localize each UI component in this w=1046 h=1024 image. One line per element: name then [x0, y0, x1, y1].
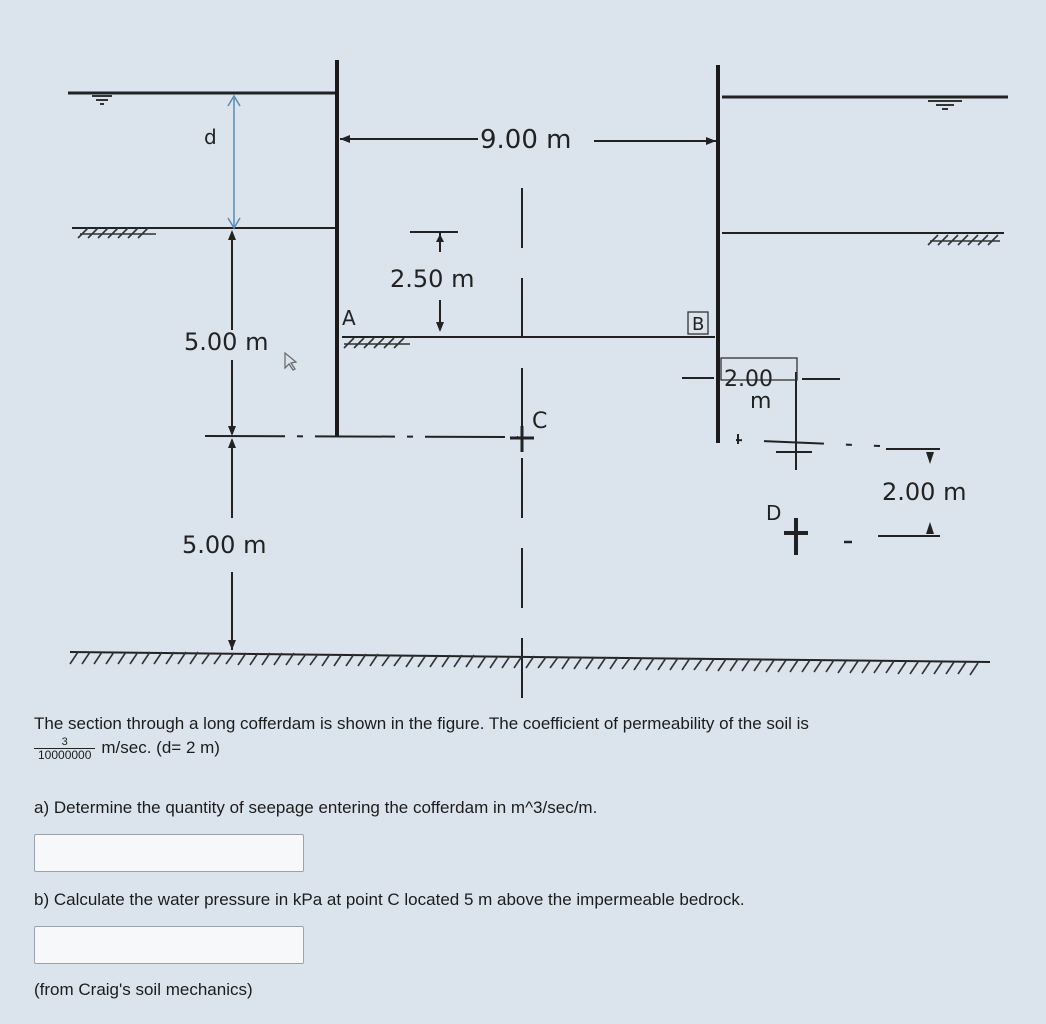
label-point-c: C	[532, 409, 548, 434]
label-point-d: D	[766, 501, 782, 525]
answer-a-input[interactable]	[34, 834, 304, 872]
water-symbol-left	[92, 96, 112, 104]
pile-tip-line	[205, 436, 518, 437]
point-c-marker	[510, 426, 534, 452]
question-panel	[34, 712, 1014, 999]
permeability-suffix: m/sec. (d= 2 m)	[101, 738, 220, 757]
cursor-icon	[285, 353, 296, 370]
label-5m-upper: 5.00 m	[184, 328, 269, 356]
source-note: (from Craig's soil mechanics)	[34, 980, 253, 999]
ground-hatch-left	[78, 228, 156, 238]
label-2m-inner-value: 2.00	[724, 367, 773, 392]
label-2m-right: 2.00 m	[882, 478, 967, 506]
ground-hatch-right	[928, 235, 1000, 245]
part-a-question: a) Determine the quantity of seepage entering the cofferdam in m^3/sec/m.	[34, 798, 598, 817]
bedrock-hatch	[70, 652, 978, 675]
part-b-question: b) Calculate the water pressure in kPa at point C located 5 m above the impermeable bedrock.	[34, 890, 745, 909]
fraction-denominator: 10000000	[34, 748, 95, 761]
label-5m-lower: 5.00 m	[182, 531, 267, 559]
fraction-numerator: 3	[61, 736, 68, 749]
label-point-a: A	[342, 306, 356, 330]
label-2m-inner-unit: m	[750, 389, 772, 414]
water-symbol-right	[928, 101, 962, 109]
permeability-fraction	[34, 736, 95, 761]
pile-tip-line-right	[736, 440, 880, 446]
point-d-marker	[784, 518, 808, 555]
question-intro	[34, 712, 1014, 761]
answer-b-input[interactable]	[34, 926, 304, 964]
intro-text: The section through a long cofferdam is shown in the figure. The coefficient of permeability of the soil is	[34, 714, 809, 733]
excavation-hatch	[344, 338, 410, 348]
label-point-b: B	[692, 314, 705, 335]
label-2-50m: 2.50 m	[390, 265, 475, 293]
label-d: d	[204, 125, 217, 149]
label-9m: 9.00 m	[480, 125, 572, 155]
